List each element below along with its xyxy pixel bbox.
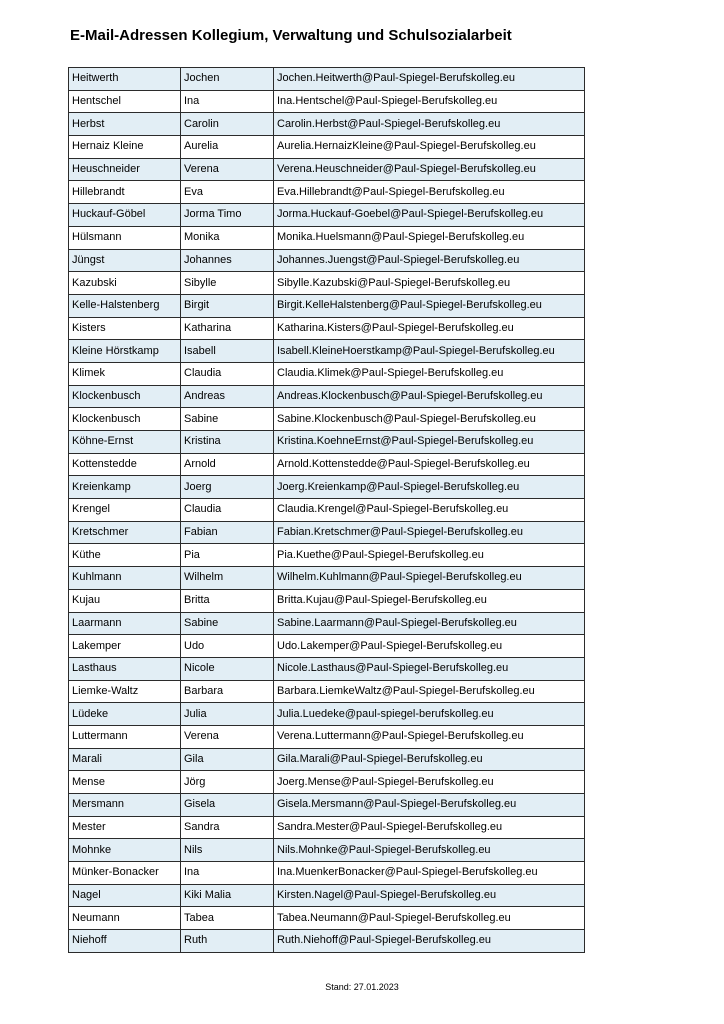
- table-row: [69, 453, 585, 476]
- first-name-cell: Sabine: [181, 408, 274, 431]
- first-name-cell: Pia: [181, 544, 274, 567]
- first-name-cell: Joerg: [181, 476, 274, 499]
- last-name-cell: Kazubski: [69, 272, 181, 295]
- email-cell: Kristina.KoehneErnst@Paul-Spiegel-Berufskolleg.eu: [274, 431, 585, 454]
- table-row: [69, 181, 585, 204]
- table-row: [69, 272, 585, 295]
- last-name-cell: Herbst: [69, 113, 181, 136]
- table-row: [69, 794, 585, 817]
- first-name-cell: Fabian: [181, 521, 274, 544]
- email-cell: Britta.Kujau@Paul-Spiegel-Berufskolleg.eu: [274, 589, 585, 612]
- first-name-cell: Wilhelm: [181, 567, 274, 590]
- email-cell: Verena.Luttermann@Paul-Spiegel-Berufskolleg.eu: [274, 725, 585, 748]
- first-name-cell: Gila: [181, 748, 274, 771]
- table-row: [69, 703, 585, 726]
- table-row: [69, 226, 585, 249]
- table-row: [69, 680, 585, 703]
- email-cell: Fabian.Kretschmer@Paul-Spiegel-Berufskolleg.eu: [274, 521, 585, 544]
- table-row: [69, 90, 585, 113]
- first-name-cell: Gisela: [181, 794, 274, 817]
- last-name-cell: Küthe: [69, 544, 181, 567]
- first-name-cell: Birgit: [181, 294, 274, 317]
- last-name-cell: Kujau: [69, 589, 181, 612]
- first-name-cell: Nils: [181, 839, 274, 862]
- table-row: [69, 294, 585, 317]
- email-cell: Tabea.Neumann@Paul-Spiegel-Berufskolleg.eu: [274, 907, 585, 930]
- first-name-cell: Arnold: [181, 453, 274, 476]
- email-cell: Arnold.Kottenstedde@Paul-Spiegel-Berufskolleg.eu: [274, 453, 585, 476]
- table-row: [69, 499, 585, 522]
- email-table: [68, 67, 585, 953]
- last-name-cell: Hillebrandt: [69, 181, 181, 204]
- email-cell: Verena.Heuschneider@Paul-Spiegel-Berufskolleg.eu: [274, 158, 585, 181]
- email-cell: Nils.Mohnke@Paul-Spiegel-Berufskolleg.eu: [274, 839, 585, 862]
- table-row: [69, 748, 585, 771]
- email-cell: Claudia.Klimek@Paul-Spiegel-Berufskolleg.eu: [274, 362, 585, 385]
- email-cell: Udo.Lakemper@Paul-Spiegel-Berufskolleg.eu: [274, 635, 585, 658]
- email-cell: Johannes.Juengst@Paul-Spiegel-Berufskolleg.eu: [274, 249, 585, 272]
- last-name-cell: Liemke-Waltz: [69, 680, 181, 703]
- first-name-cell: Ina: [181, 862, 274, 885]
- table-row: [69, 589, 585, 612]
- first-name-cell: Jörg: [181, 771, 274, 794]
- email-cell: Birgit.KelleHalstenberg@Paul-Spiegel-Berufskolleg.eu: [274, 294, 585, 317]
- first-name-cell: Julia: [181, 703, 274, 726]
- last-name-cell: Mohnke: [69, 839, 181, 862]
- table-row: [69, 362, 585, 385]
- email-cell: Julia.Luedeke@paul-spiegel-berufskolleg.eu: [274, 703, 585, 726]
- table-row: [69, 862, 585, 885]
- last-name-cell: Hernaiz Kleine: [69, 136, 181, 159]
- table-row: [69, 68, 585, 91]
- table-row: [69, 930, 585, 953]
- last-name-cell: Kelle-Halstenberg: [69, 294, 181, 317]
- email-cell: Sabine.Laarmann@Paul-Spiegel-Berufskolleg.eu: [274, 612, 585, 635]
- first-name-cell: Ina: [181, 90, 274, 113]
- last-name-cell: Kleine Hörstkamp: [69, 340, 181, 363]
- email-cell: Nicole.Lasthaus@Paul-Spiegel-Berufskolleg.eu: [274, 657, 585, 680]
- first-name-cell: Verena: [181, 725, 274, 748]
- first-name-cell: Andreas: [181, 385, 274, 408]
- first-name-cell: Aurelia: [181, 136, 274, 159]
- last-name-cell: Laarmann: [69, 612, 181, 635]
- first-name-cell: Carolin: [181, 113, 274, 136]
- last-name-cell: Huckauf-Göbel: [69, 204, 181, 227]
- last-name-cell: Mersmann: [69, 794, 181, 817]
- table-row: [69, 544, 585, 567]
- table-row: [69, 113, 585, 136]
- table-row: [69, 612, 585, 635]
- first-name-cell: Kiki Malia: [181, 884, 274, 907]
- email-cell: Katharina.Kisters@Paul-Spiegel-Berufskolleg.eu: [274, 317, 585, 340]
- table-row: [69, 521, 585, 544]
- email-cell: Jochen.Heitwerth@Paul-Spiegel-Berufskolleg.eu: [274, 68, 585, 91]
- table-row: [69, 884, 585, 907]
- last-name-cell: Köhne-Ernst: [69, 431, 181, 454]
- email-cell: Andreas.Klockenbusch@Paul-Spiegel-Berufskolleg.eu: [274, 385, 585, 408]
- last-name-cell: Klockenbusch: [69, 408, 181, 431]
- first-name-cell: Sabine: [181, 612, 274, 635]
- email-cell: Sibylle.Kazubski@Paul-Spiegel-Berufskolleg.eu: [274, 272, 585, 295]
- table-row: [69, 907, 585, 930]
- first-name-cell: Udo: [181, 635, 274, 658]
- last-name-cell: Luttermann: [69, 725, 181, 748]
- last-name-cell: Jüngst: [69, 249, 181, 272]
- table-row: [69, 340, 585, 363]
- email-cell: Isabell.KleineHoerstkamp@Paul-Spiegel-Berufskolleg.eu: [274, 340, 585, 363]
- email-cell: Sabine.Klockenbusch@Paul-Spiegel-Berufskolleg.eu: [274, 408, 585, 431]
- email-table-body: [69, 68, 585, 953]
- email-cell: Ina.MuenkerBonacker@Paul-Spiegel-Berufskolleg.eu: [274, 862, 585, 885]
- email-cell: Gisela.Mersmann@Paul-Spiegel-Berufskolleg.eu: [274, 794, 585, 817]
- email-cell: Pia.Kuethe@Paul-Spiegel-Berufskolleg.eu: [274, 544, 585, 567]
- email-cell: Aurelia.HernaizKleine@Paul-Spiegel-Berufskolleg.eu: [274, 136, 585, 159]
- first-name-cell: Ruth: [181, 930, 274, 953]
- table-row: [69, 249, 585, 272]
- first-name-cell: Isabell: [181, 340, 274, 363]
- last-name-cell: Klockenbusch: [69, 385, 181, 408]
- table-row: [69, 476, 585, 499]
- first-name-cell: Katharina: [181, 317, 274, 340]
- last-name-cell: Mester: [69, 816, 181, 839]
- first-name-cell: Nicole: [181, 657, 274, 680]
- table-row: [69, 839, 585, 862]
- first-name-cell: Monika: [181, 226, 274, 249]
- last-name-cell: Lüdeke: [69, 703, 181, 726]
- email-cell: Gila.Marali@Paul-Spiegel-Berufskolleg.eu: [274, 748, 585, 771]
- table-row: [69, 816, 585, 839]
- last-name-cell: Mense: [69, 771, 181, 794]
- email-cell: Wilhelm.Kuhlmann@Paul-Spiegel-Berufskolleg.eu: [274, 567, 585, 590]
- email-cell: Ruth.Niehoff@Paul-Spiegel-Berufskolleg.eu: [274, 930, 585, 953]
- table-row: [69, 725, 585, 748]
- table-row: [69, 317, 585, 340]
- last-name-cell: Klimek: [69, 362, 181, 385]
- last-name-cell: Kreienkamp: [69, 476, 181, 499]
- last-name-cell: Kretschmer: [69, 521, 181, 544]
- table-row: [69, 635, 585, 658]
- last-name-cell: Hülsmann: [69, 226, 181, 249]
- table-row: [69, 204, 585, 227]
- last-name-cell: Kuhlmann: [69, 567, 181, 590]
- first-name-cell: Britta: [181, 589, 274, 612]
- email-cell: Monika.Huelsmann@Paul-Spiegel-Berufskolleg.eu: [274, 226, 585, 249]
- first-name-cell: Eva: [181, 181, 274, 204]
- last-name-cell: Heitwerth: [69, 68, 181, 91]
- first-name-cell: Tabea: [181, 907, 274, 930]
- first-name-cell: Barbara: [181, 680, 274, 703]
- email-cell: Joerg.Mense@Paul-Spiegel-Berufskolleg.eu: [274, 771, 585, 794]
- first-name-cell: Johannes: [181, 249, 274, 272]
- table-row: [69, 385, 585, 408]
- table-row: [69, 136, 585, 159]
- email-cell: Joerg.Kreienkamp@Paul-Spiegel-Berufskolleg.eu: [274, 476, 585, 499]
- last-name-cell: Niehoff: [69, 930, 181, 953]
- first-name-cell: Jochen: [181, 68, 274, 91]
- email-cell: Ina.Hentschel@Paul-Spiegel-Berufskolleg.eu: [274, 90, 585, 113]
- table-row: [69, 771, 585, 794]
- email-cell: Claudia.Krengel@Paul-Spiegel-Berufskolleg.eu: [274, 499, 585, 522]
- last-name-cell: Neumann: [69, 907, 181, 930]
- last-name-cell: Münker-Bonacker: [69, 862, 181, 885]
- last-name-cell: Hentschel: [69, 90, 181, 113]
- table-row: [69, 567, 585, 590]
- footer-date: Stand: 27.01.2023: [325, 982, 399, 992]
- table-row: [69, 657, 585, 680]
- first-name-cell: Sibylle: [181, 272, 274, 295]
- email-cell: Kirsten.Nagel@Paul-Spiegel-Berufskolleg.eu: [274, 884, 585, 907]
- last-name-cell: Kisters: [69, 317, 181, 340]
- first-name-cell: Verena: [181, 158, 274, 181]
- last-name-cell: Kottenstedde: [69, 453, 181, 476]
- last-name-cell: Lasthaus: [69, 657, 181, 680]
- email-cell: Carolin.Herbst@Paul-Spiegel-Berufskolleg.eu: [274, 113, 585, 136]
- email-cell: Jorma.Huckauf-Goebel@Paul-Spiegel-Berufskolleg.eu: [274, 204, 585, 227]
- first-name-cell: Claudia: [181, 499, 274, 522]
- last-name-cell: Nagel: [69, 884, 181, 907]
- last-name-cell: Lakemper: [69, 635, 181, 658]
- first-name-cell: Claudia: [181, 362, 274, 385]
- last-name-cell: Marali: [69, 748, 181, 771]
- table-row: [69, 408, 585, 431]
- last-name-cell: Heuschneider: [69, 158, 181, 181]
- first-name-cell: Sandra: [181, 816, 274, 839]
- email-cell: Eva.Hillebrandt@Paul-Spiegel-Berufskolleg.eu: [274, 181, 585, 204]
- email-cell: Barbara.LiemkeWaltz@Paul-Spiegel-Berufskolleg.eu: [274, 680, 585, 703]
- first-name-cell: Kristina: [181, 431, 274, 454]
- last-name-cell: Krengel: [69, 499, 181, 522]
- email-cell: Sandra.Mester@Paul-Spiegel-Berufskolleg.eu: [274, 816, 585, 839]
- table-row: [69, 431, 585, 454]
- first-name-cell: Jorma Timo: [181, 204, 274, 227]
- page-title: E-Mail-Adressen Kollegium, Verwaltung und Schulsozialarbeit: [70, 27, 512, 44]
- table-row: [69, 158, 585, 181]
